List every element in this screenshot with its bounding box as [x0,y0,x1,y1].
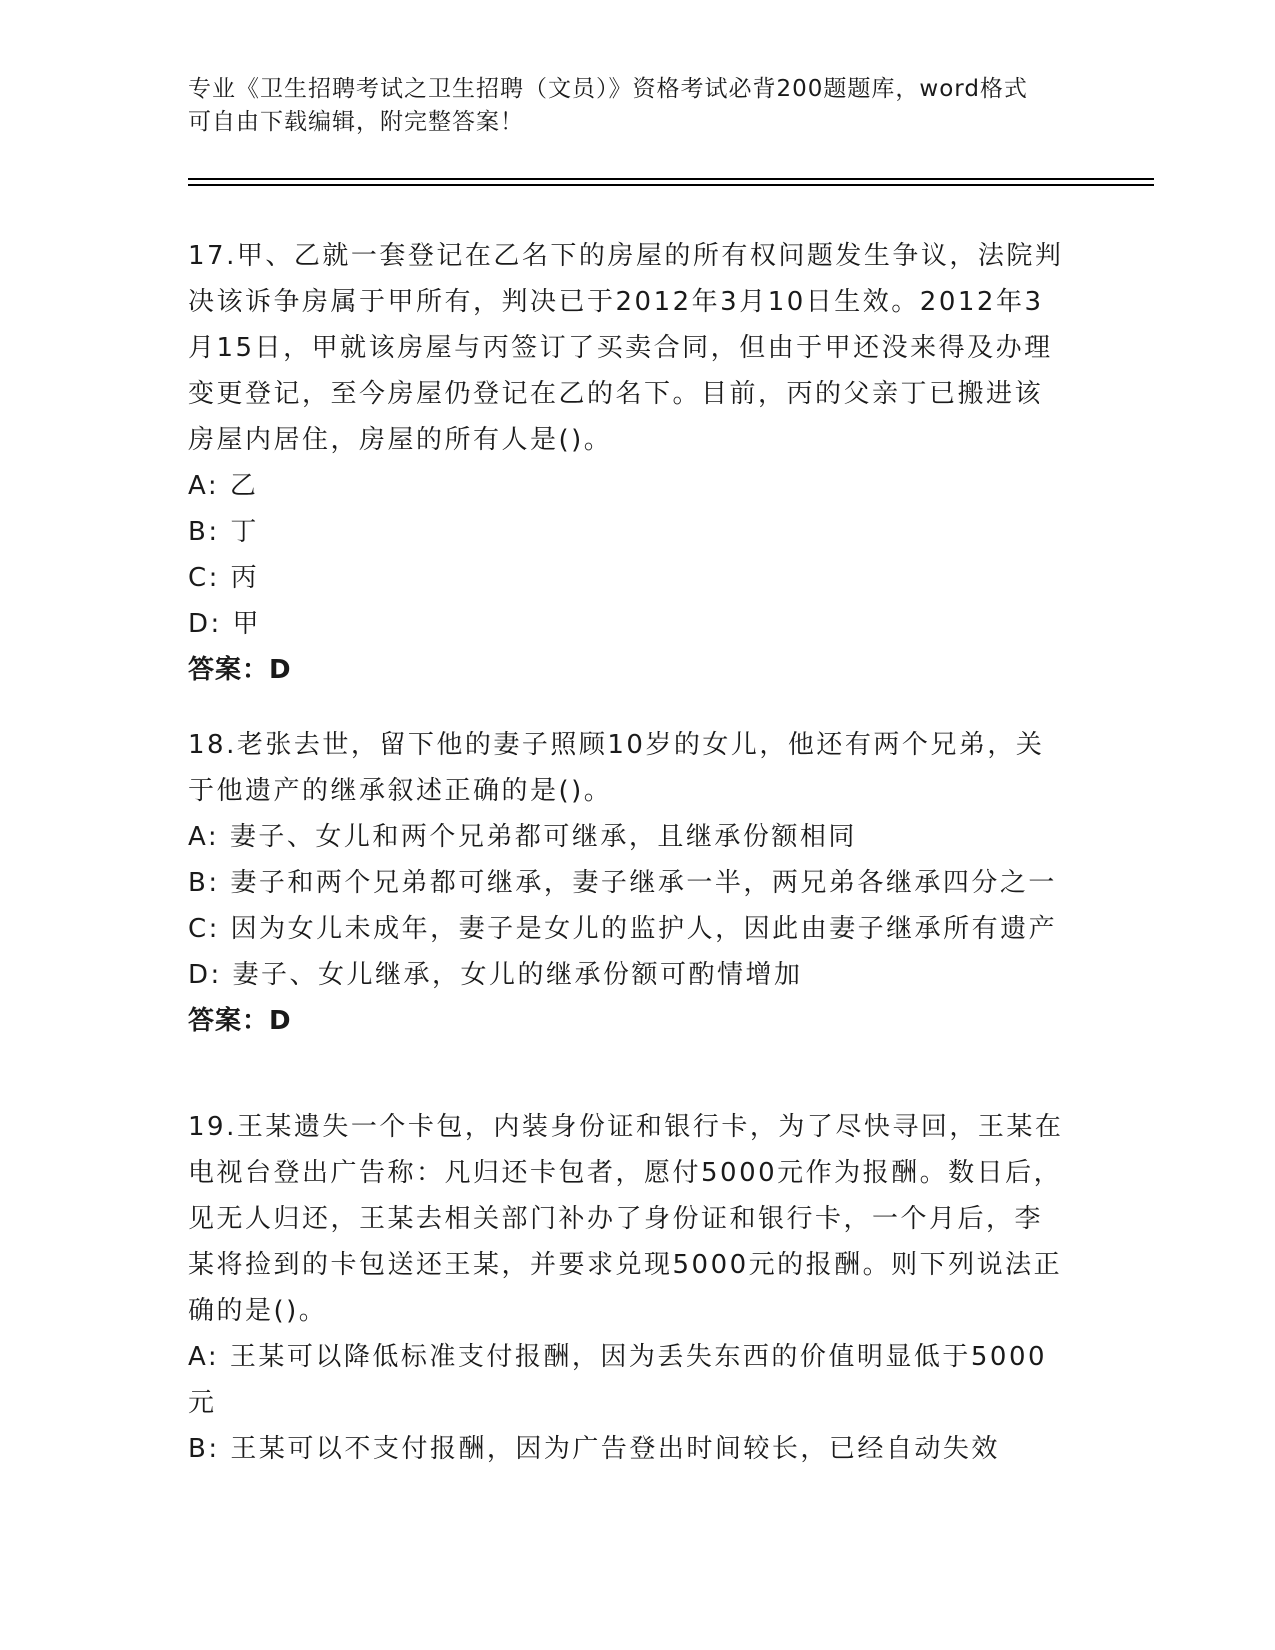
question-17-stem-line: 变更登记，至今房屋仍登记在乙的名下。目前，丙的父亲丁已搬进该 [188,379,1044,409]
header-line-2: 可自由下载编辑，附完整答案！ [188,109,524,135]
question-18-stem-line: 18.老张去世，留下他的妻子照顾10岁的女儿，他还有两个兄弟，关 [188,730,1045,760]
question-17-option-c: C: 丙 [188,563,260,593]
question-17-option-d: D: 甲 [188,609,262,639]
question-17-stem-line: 决该诉争房属于甲所有，判决已于2012年3月10日生效。2012年3 [188,287,1044,317]
document-header [188,73,1068,139]
question-18-stem-line: 于他遗产的继承叙述正确的是()。 [188,776,613,806]
question-17-stem-line: 17.甲、乙就一套登记在乙名下的房屋的所有权问题发生争议，法院判 [188,241,1064,271]
question-18-option-b: B: 妻子和两个兄弟都可继承，妻子继承一半，两兄弟各继承四分之一 [188,868,1057,898]
question-17-option-a: A: 乙 [188,471,259,501]
question-19-stem-line: 某将捡到的卡包送还王某，并要求兑现5000元的报酬。则下列说法正 [188,1250,1063,1280]
header-divider-bottom [188,184,1154,186]
question-18-answer: 答案：D [188,1006,292,1036]
question-18 [188,722,1088,1044]
question-19 [188,1104,1088,1472]
question-18-option-a: A: 妻子、女儿和两个兄弟都可继承，且继承份额相同 [188,822,857,852]
question-18-option-c: C: 因为女儿未成年，妻子是女儿的监护人，因此由妻子继承所有遗产 [188,914,1058,944]
question-19-stem-line: 19.王某遗失一个卡包，内装身份证和银行卡，为了尽快寻回，王某在 [188,1112,1064,1142]
question-17 [188,233,1088,693]
question-18-option-d: D: 妻子、女儿继承，女儿的继承份额可酌情增加 [188,960,803,990]
question-17-option-b: B: 丁 [188,517,259,547]
question-19-stem-line: 见无人归还，王某去相关部门补办了身份证和银行卡，一个月后，李 [188,1204,1044,1234]
header-divider-top [188,178,1154,180]
question-19-stem-line: 确的是()。 [188,1296,328,1326]
question-19-stem-line: 电视台登出广告称：凡归还卡包者，愿付5000元作为报酬。数日后， [188,1158,1063,1188]
header-line-1: 专业《卫生招聘考试之卫生招聘（文员）》资格考试必背200题题库，word格式 [188,76,1028,102]
question-17-stem-line: 月15日，甲就该房屋与丙签订了买卖合同，但由于甲还没来得及办理 [188,333,1053,363]
question-17-answer: 答案：D [188,655,292,685]
question-19-option-b: B: 王某可以不支付报酬，因为广告登出时间较长，已经自动失效 [188,1434,1000,1464]
question-17-stem-line: 房屋内居住，房屋的所有人是()。 [188,425,613,455]
question-19-option-a: A: 王某可以降低标准支付报酬，因为丢失东西的价值明显低于5000 [188,1342,1048,1372]
question-19-option-a-continued: 元 [188,1388,217,1418]
